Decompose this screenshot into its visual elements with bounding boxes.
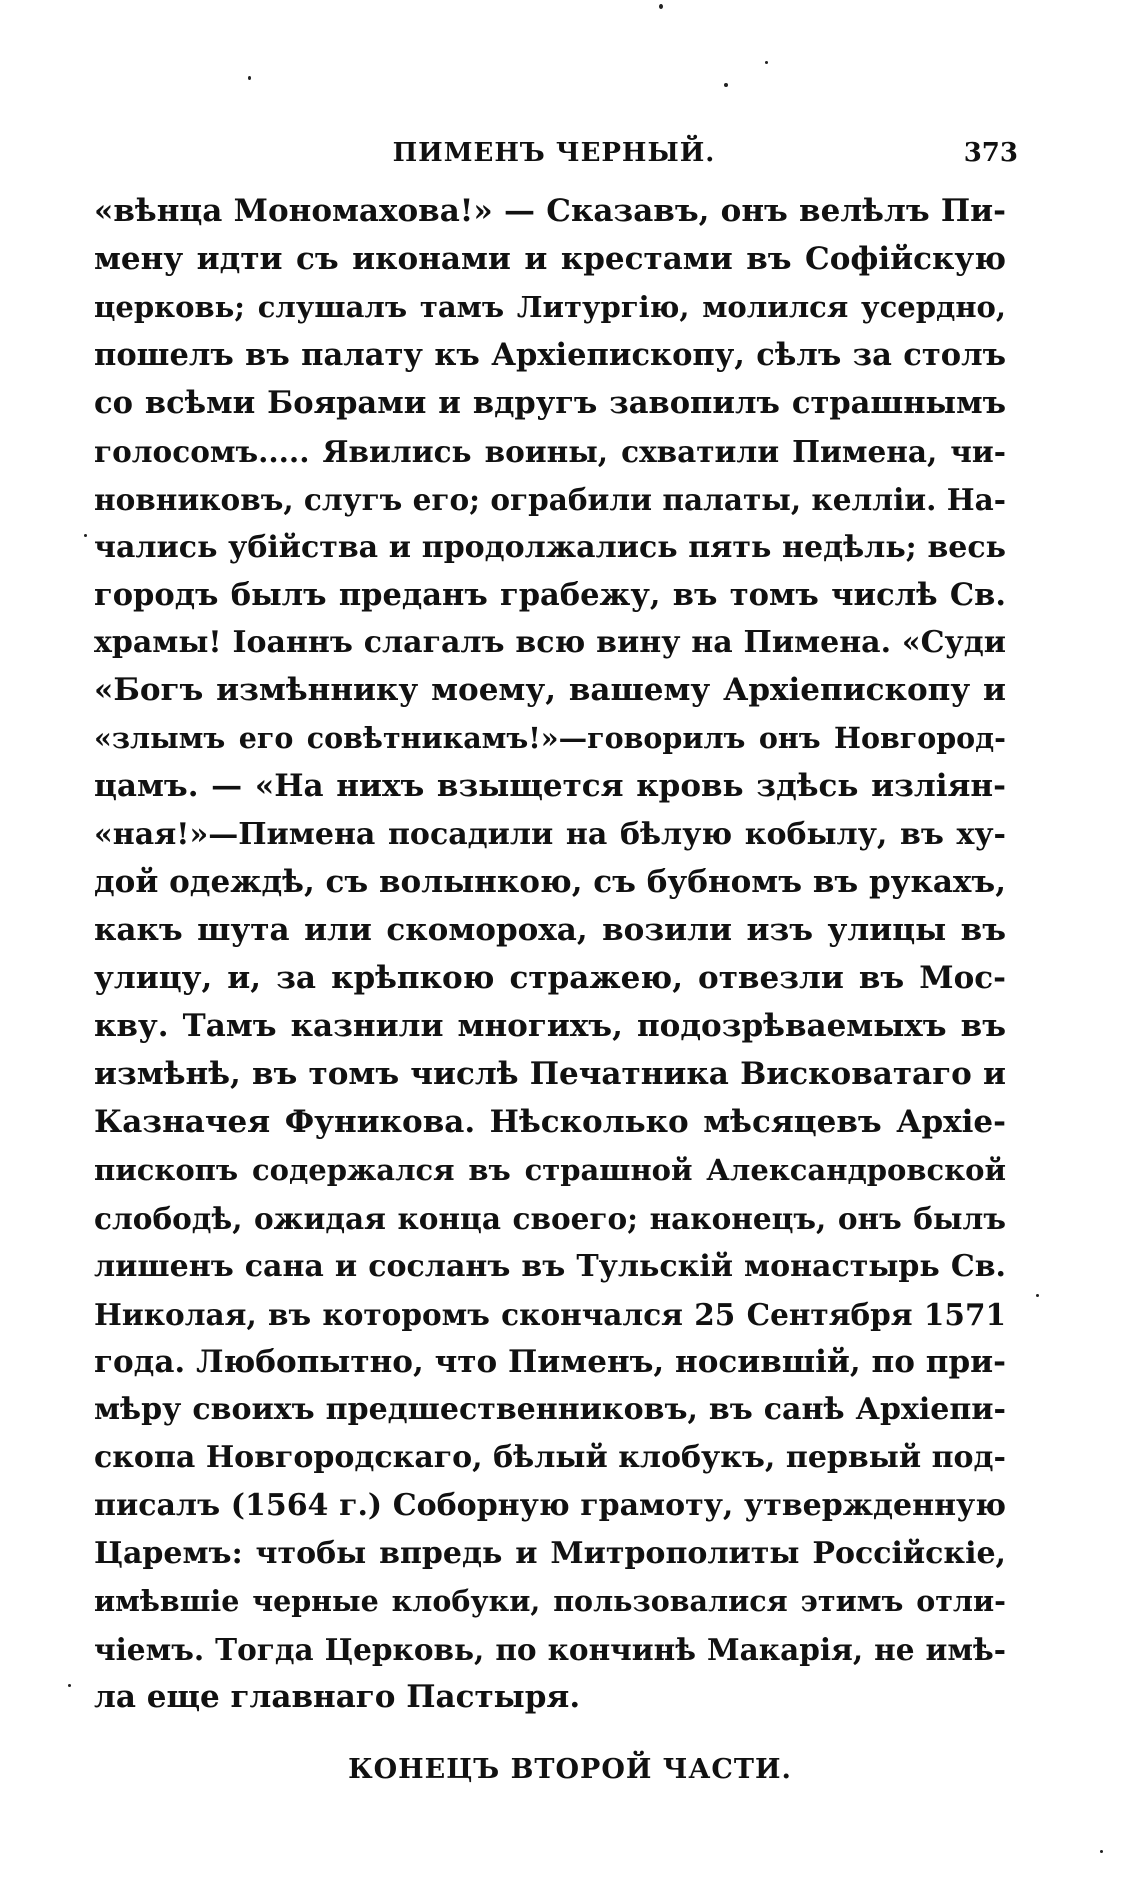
text-line: лишенъ сана и сосланъ въ Тульскій монастырь Св.	[94, 1248, 1006, 1284]
text-line: скопа Новгородскаго, бѣлый клобукъ, первый под-	[94, 1440, 1006, 1476]
text-line: «злымъ его совѣтникамъ!»—говорилъ онъ Новгород-	[94, 721, 1006, 756]
page-number: 373	[963, 138, 1018, 168]
text-line: «Богъ измѣннику моему, вашему Архіепископу и	[94, 672, 1006, 709]
text-line: дой одеждѣ, съ волынкою, съ бубномъ въ рукахъ,	[94, 864, 1006, 901]
text-line: «ная!»—Пимена посадили на бѣлую кобылу, въ ху-	[94, 817, 1006, 853]
scan-speck	[248, 76, 251, 80]
end-of-part-mark: КОНЕЦЪ ВТОРОЙ ЧАСТИ.	[348, 1754, 792, 1785]
text-line: Николая, въ которомъ скончался 25 Сентября 1571	[94, 1296, 1006, 1332]
running-header	[90, 132, 1018, 176]
text-line: пископъ содержался въ страшной Александровской	[94, 1152, 1006, 1187]
text-line: писалъ (1564 г.) Соборную грамоту, утвержденную	[94, 1488, 1006, 1524]
text-line: чались убійства и продолжались пять недѣль; весь	[94, 529, 1006, 565]
text-line: чіемъ. Тогда Церковь, по кончинѣ Макарія, не имѣ-	[94, 1632, 1006, 1668]
scan-speck	[659, 4, 663, 9]
text-line: церковь; слушалъ тамъ Литургію, молился усердно,	[94, 289, 1006, 324]
text-line: мѣру своихъ предшественниковъ, въ санѣ Архіепи-	[94, 1392, 1006, 1428]
text-line: городъ былъ преданъ грабежу, въ томъ числѣ Св.	[94, 576, 1006, 613]
text-line: года. Любопытно, что Пименъ, носившій, по при-	[94, 1343, 1006, 1380]
scan-speck	[1100, 1850, 1103, 1853]
text-line: со всѣми Боярами и вдругъ завопилъ страшнымъ	[94, 384, 1006, 421]
text-line: новниковъ, слугъ его; ограбили палаты, келліи. На-	[94, 481, 1006, 517]
text-line: измѣнѣ, въ томъ числѣ Печатника Висковатаго и	[94, 1055, 1006, 1092]
text-line: Казначея Фуникова. Нѣсколько мѣсяцевъ Архіе-	[94, 1103, 1006, 1140]
scan-speck	[724, 83, 728, 87]
text-line: Царемъ: чтобы впредь и Митрополиты Россійскіе,	[94, 1536, 1006, 1572]
text-line: улицу, и, за крѣпкою стражею, отвезли въ Мос-	[94, 960, 1006, 996]
running-title: ПИМЕНЪ ЧЕРНЫЙ.	[392, 138, 716, 168]
scan-speck	[1036, 1294, 1039, 1297]
text-line: ла еще главнаго Пастыря.	[94, 1679, 581, 1716]
text-line: слободѣ, ожидая конца своего; наконецъ, онъ былъ	[94, 1200, 1006, 1236]
text-line: кву. Тамъ казнили многихъ, подозрѣваемыхъ въ	[94, 1007, 1006, 1044]
text-line: мену идти съ иконами и крестами въ Софійскую	[94, 240, 1006, 277]
text-line: какъ шута или скомороха, возили изъ улицы въ	[94, 912, 1006, 949]
text-line: храмы! Іоаннъ слагалъ всю вину на Пимена. «Суди	[94, 625, 1006, 661]
scan-speck	[765, 61, 768, 64]
text-line: «вѣнца Мономахова!» — Сказавъ, онъ велѣлъ Пи-	[94, 193, 1006, 229]
text-line: имѣвшіе черные клобуки, пользовалися этимъ отли-	[94, 1584, 1006, 1619]
text-line: голосомъ..... Явились воины, схватили Пимена, чи-	[94, 433, 1006, 469]
text-line: пошелъ въ палату къ Архіепископу, сѣлъ за столъ	[94, 336, 1006, 373]
text-line: цамъ. — «На нихъ взыщется кровь здѣсь изліян-	[94, 768, 1006, 805]
scan-speck	[68, 1684, 71, 1687]
scan-speck	[84, 534, 87, 537]
body-text	[94, 188, 1006, 1722]
